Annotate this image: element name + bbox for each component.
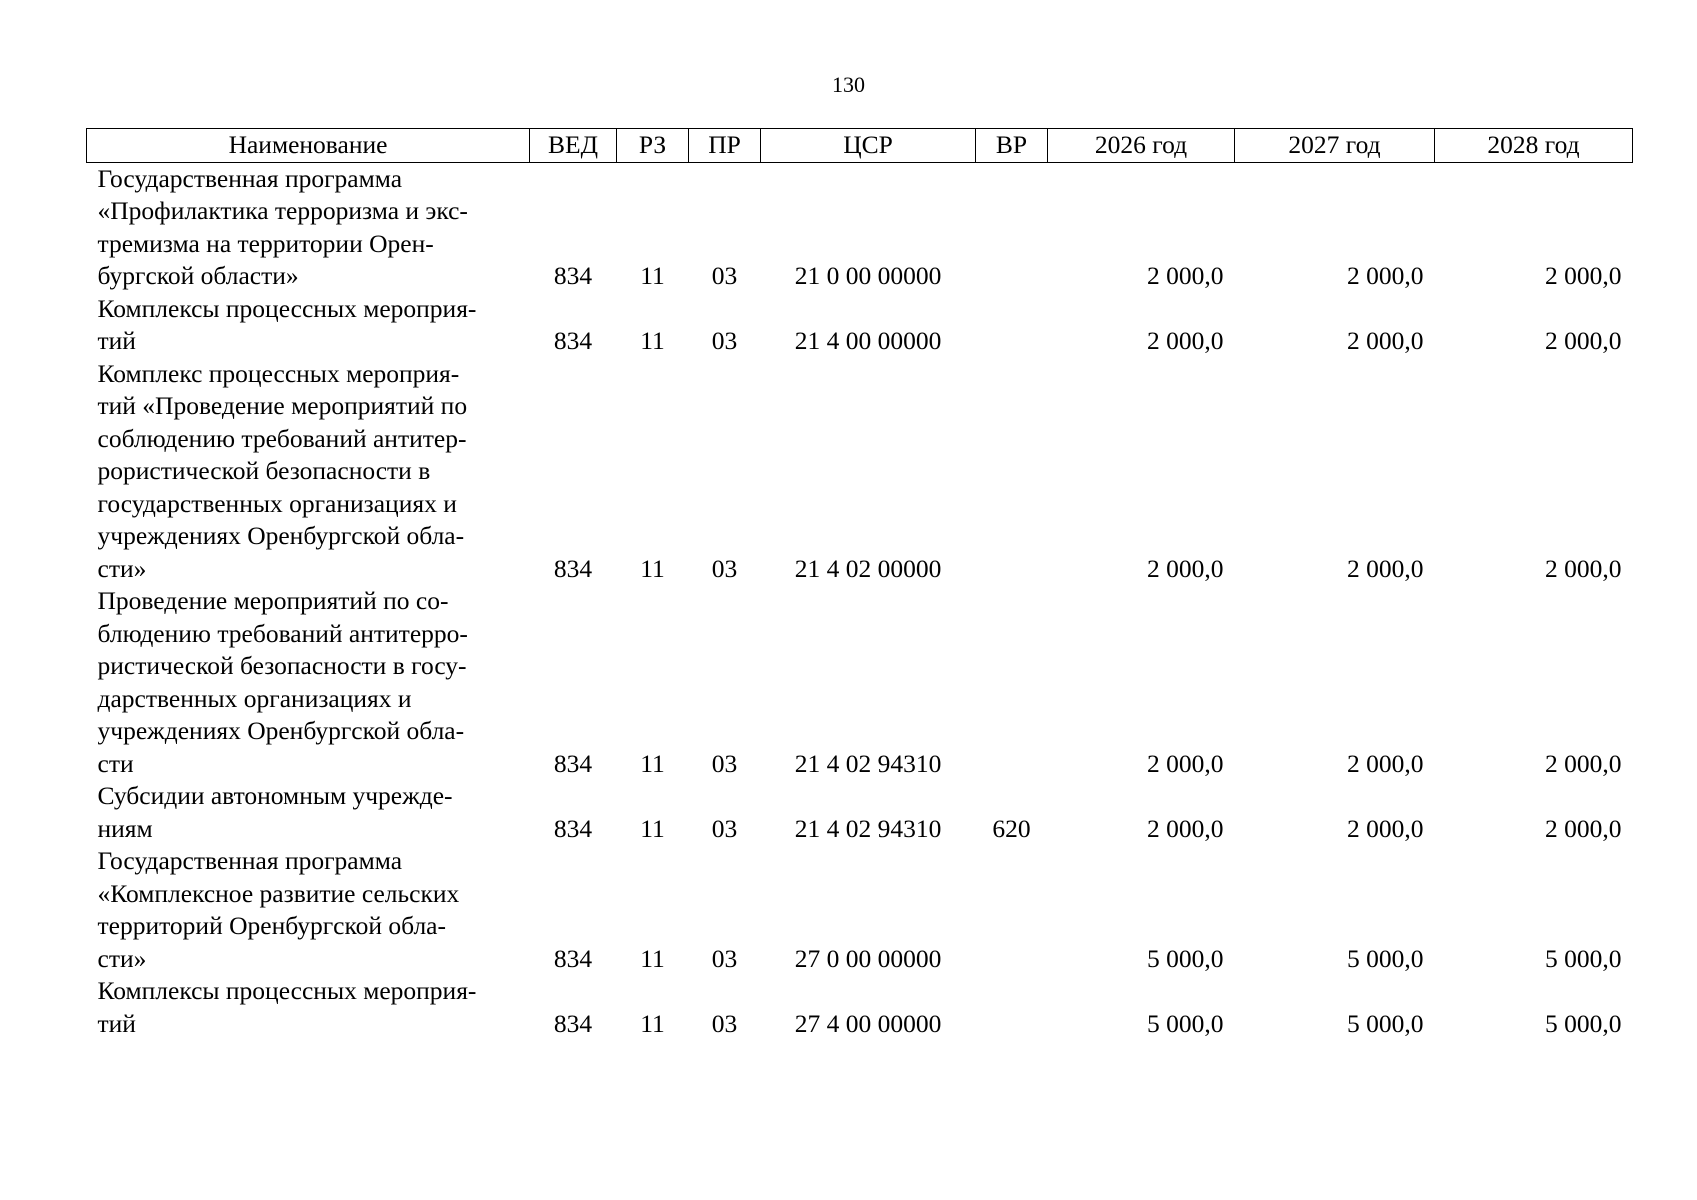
row-name-cell	[87, 780, 530, 845]
row-name: Государственная программа «Комплексное развитие сельских территорий Оренбургской обла- сти»	[97, 846, 460, 973]
row-name-cell	[87, 293, 530, 358]
row-vr	[976, 845, 1048, 975]
row-name: Комплексы процессных мероприя- тий	[97, 293, 477, 355]
row-name: Субсидии автономным учрежде- ниям	[97, 781, 453, 843]
row-vr	[976, 585, 1048, 780]
table-row	[87, 780, 1633, 845]
row-2026: 2 000,0	[1147, 748, 1224, 778]
table-row	[87, 975, 1633, 1040]
row-pr: 03	[711, 813, 738, 843]
row-name: Комплексы процессных мероприя- тий	[97, 976, 477, 1038]
row-pr: 03	[711, 553, 738, 583]
row-name-cell	[87, 845, 530, 975]
row-2026: 2 000,0	[1147, 553, 1224, 583]
header-2028: 2028 год	[1435, 129, 1633, 163]
row-ved: 834	[553, 553, 593, 583]
row-2027: 2 000,0	[1347, 326, 1424, 355]
row-name-cell	[87, 358, 530, 586]
row-ved: 834	[553, 1008, 593, 1038]
row-csr: 21 4 00 00000	[794, 326, 942, 355]
row-2026: 2 000,0	[1147, 813, 1224, 843]
row-csr: 27 4 00 00000	[794, 1008, 942, 1038]
row-name-cell	[87, 585, 530, 780]
row-2026: 2 000,0	[1147, 326, 1224, 355]
row-2028: 2 000,0	[1545, 813, 1622, 843]
row-2028: 2 000,0	[1545, 553, 1622, 583]
row-2028: 2 000,0	[1545, 326, 1622, 355]
row-ved: 834	[553, 943, 593, 973]
row-csr: 21 4 02 94310	[794, 748, 942, 778]
row-csr: 27 0 00 00000	[794, 943, 942, 973]
row-rz: 11	[640, 326, 665, 355]
row-name-cell	[87, 975, 530, 1040]
row-2027: 5 000,0	[1347, 1008, 1424, 1038]
row-name-cell	[87, 162, 530, 293]
row-vr	[976, 358, 1048, 586]
row-2028: 5 000,0	[1545, 943, 1622, 973]
header-pr: ПР	[689, 129, 761, 163]
header-rz: РЗ	[617, 129, 689, 163]
row-ved: 834	[553, 813, 593, 843]
row-pr: 03	[711, 1008, 738, 1038]
row-name: Проведение мероприятий по со- блюдению требований антитерро- ристической безопасности в госу- дарственных организациях и учреждениях Оренбургской обла- сти	[97, 586, 468, 778]
table-row	[87, 585, 1633, 780]
row-2026: 2 000,0	[1147, 261, 1224, 290]
table-row	[87, 845, 1633, 975]
row-2027: 2 000,0	[1347, 748, 1424, 778]
row-csr: 21 4 02 94310	[794, 813, 942, 843]
row-2028: 2 000,0	[1545, 261, 1622, 290]
row-csr: 21 4 02 00000	[794, 553, 942, 583]
row-rz: 11	[640, 1008, 665, 1038]
table-header	[87, 129, 1633, 163]
row-2027: 5 000,0	[1347, 943, 1424, 973]
row-ved: 834	[553, 261, 593, 290]
header-csr: ЦСР	[761, 129, 976, 163]
row-pr: 03	[711, 748, 738, 778]
table-row	[87, 293, 1633, 358]
table-row	[87, 358, 1633, 586]
header-2026: 2026 год	[1048, 129, 1235, 163]
row-pr: 03	[711, 261, 738, 290]
row-2026: 5 000,0	[1147, 1008, 1224, 1038]
table-row	[87, 162, 1633, 293]
row-pr: 03	[711, 326, 738, 355]
row-vr	[976, 293, 1048, 358]
row-2026: 5 000,0	[1147, 943, 1224, 973]
row-2028: 2 000,0	[1545, 748, 1622, 778]
header-2027: 2027 год	[1235, 129, 1435, 163]
row-csr: 21 0 00 00000	[794, 261, 942, 290]
row-vr	[976, 975, 1048, 1040]
row-2028: 5 000,0	[1545, 1008, 1622, 1038]
header-row	[87, 129, 1633, 163]
row-rz: 11	[640, 943, 665, 973]
row-rz: 11	[640, 261, 665, 290]
row-2027: 2 000,0	[1347, 261, 1424, 290]
row-pr: 03	[711, 943, 738, 973]
header-vr: ВР	[976, 129, 1048, 163]
row-2027: 2 000,0	[1347, 813, 1424, 843]
budget-table	[86, 128, 1633, 1040]
row-rz: 11	[640, 813, 665, 843]
row-rz: 11	[640, 748, 665, 778]
row-2027: 2 000,0	[1347, 553, 1424, 583]
row-name: Комплекс процессных мероприя- тий «Проведение мероприятий по соблюдению требований антитер- рористической безопасности в государственных организациях и учреждениях Оренбургской обла- сти»	[97, 358, 468, 583]
row-ved: 834	[553, 748, 593, 778]
row-vr	[976, 162, 1048, 293]
row-name: Государственная программа «Профилактика терроризма и экс- тремизма на территории Орен- бургской области»	[97, 163, 468, 290]
row-ved: 834	[553, 326, 593, 355]
row-rz: 11	[640, 553, 665, 583]
header-ved: ВЕД	[530, 129, 617, 163]
table-body	[87, 162, 1633, 1040]
row-vr: 620	[992, 813, 1031, 843]
header-name: Наименование	[87, 129, 530, 163]
page-number: 130	[832, 72, 865, 97]
